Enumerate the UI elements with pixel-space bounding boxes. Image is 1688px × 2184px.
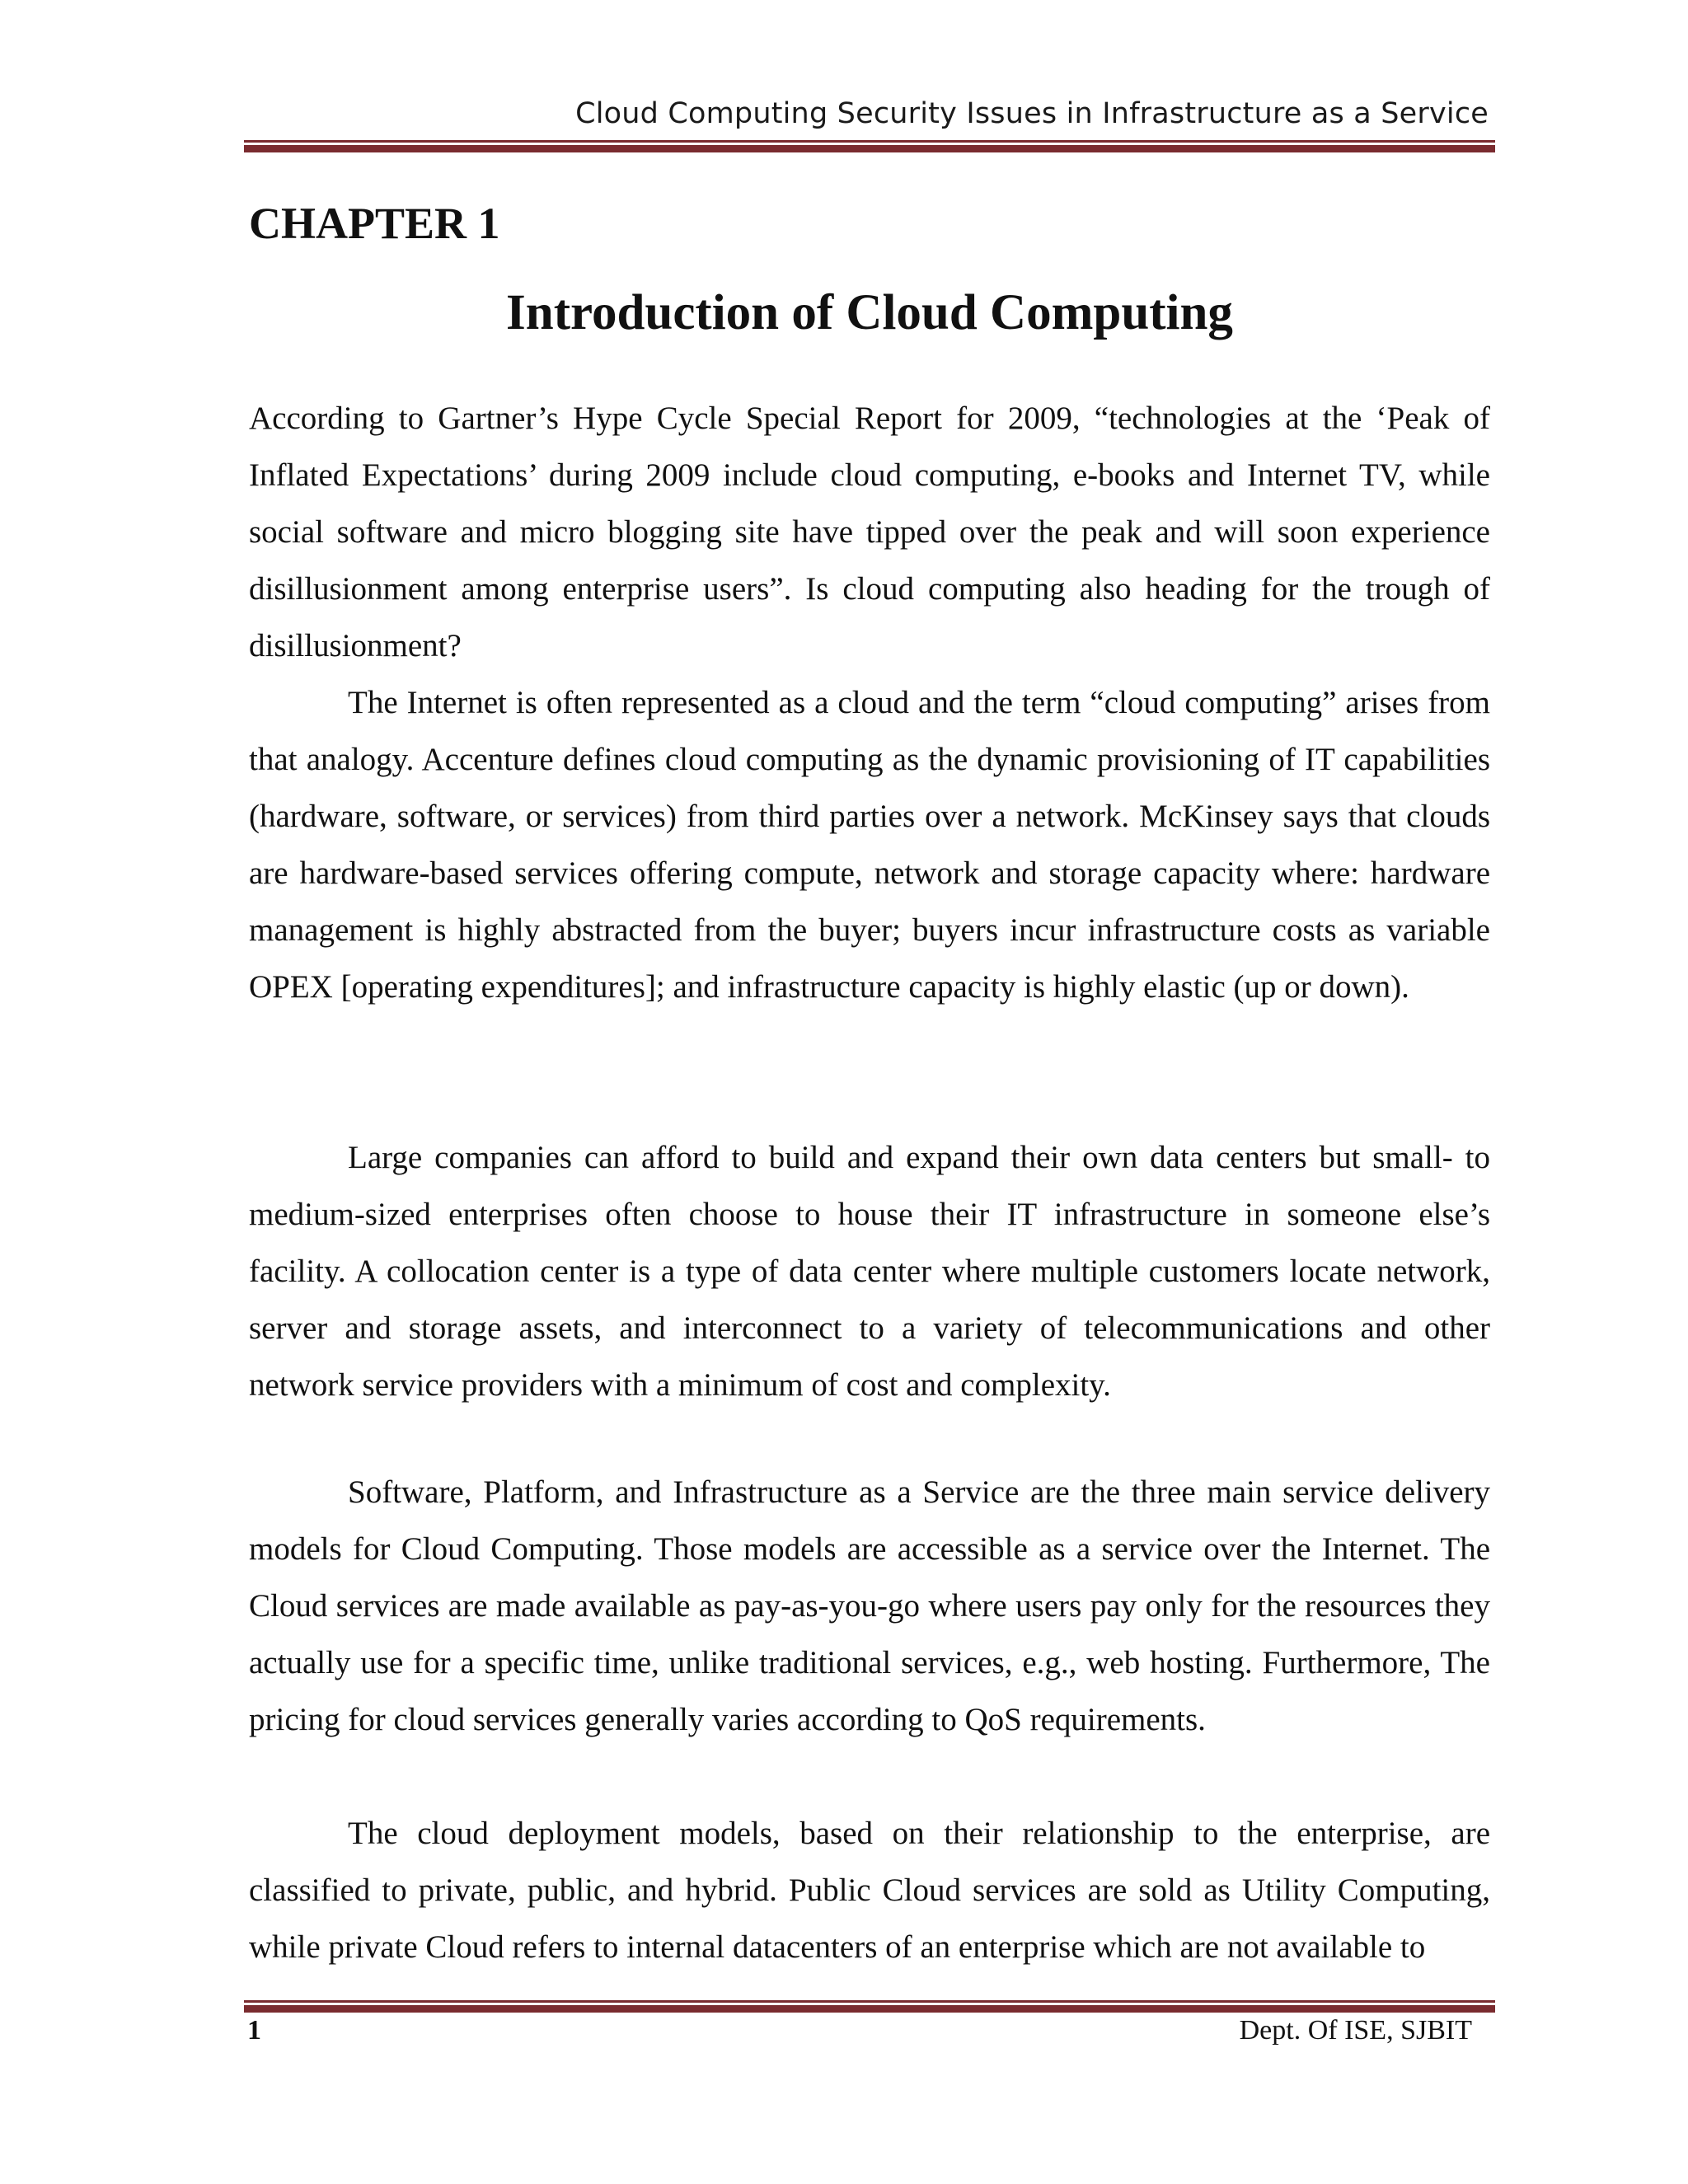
paragraph-deployment-models: The cloud deployment models, based on their relationship to the enterprise, are classified to private, public, and hybrid. Public Cloud services are sold as Utility Computing, while private Cloud refers to internal datacenters of an enterprise which are not available to	[249, 1816, 1490, 1965]
page-number: 1	[247, 2015, 261, 2046]
paragraph-service-models: Software, Platform, and Infrastructure as a Service are the three main service delivery models for Cloud Computing. Those models are accessible as a service over the Internet. The Cloud services are made available as pay-as-you-go where users pay only for the resources they actually use for a specific time, unlike traditional services, e.g., web hosting. Furthermore, The pricing for cloud services generally varies according to QoS requirements.	[249, 1474, 1490, 1737]
paragraph-gartner: According to Gartner’s Hype Cycle Special Report for 2009, “technologies at the ‘Peak of Inflated Expectations’ during 2009 include cloud computing, e-books and Internet TV, while social software and micro blogging site have tipped over the peak and will soon experience disillusionment among enterprise users”. Is cloud computing also heading for the trough of disillusionment?	[249, 401, 1490, 663]
chapter-title: Introduction of Cloud Computing	[506, 285, 1233, 340]
header-rule-thin	[244, 140, 1495, 143]
chapter-label: CHAPTER 1	[249, 199, 500, 248]
paragraph-definitions: The Internet is often represented as a cloud and the term “cloud computing” arises from that analogy. Accenture defines cloud computing as the dynamic provisioning of IT capabilities (hardware, software, or services) from third parties over a network. McKinsey says that clouds are hardware-based services offering compute, network and storage capacity where: hardware management is highly abstracted from the buyer; buyers incur infrastructure costs as variable OPEX [operating expenditures]; and infrastructure capacity is highly elastic (up or down).	[249, 685, 1490, 1005]
running-header: Cloud Computing Security Issues in Infrastructure as a Service	[575, 97, 1489, 130]
paragraph-data-centers: Large companies can afford to build and expand their own data centers but small- to medium-sized enterprises often choose to house their IT infrastructure in someone else’s facility. A collocation center is a type of data center where multiple customers locate network, server and storage assets, and interconnect to a variety of telecommunications and other network service providers with a minimum of cost and complexity.	[249, 1140, 1490, 1403]
footer-rule-thin	[244, 2000, 1495, 2003]
footer-rule-thick	[244, 2005, 1495, 2013]
footer-department: Dept. Of ISE, SJBIT	[1239, 2015, 1472, 2046]
header-rule-thick	[244, 145, 1495, 152]
